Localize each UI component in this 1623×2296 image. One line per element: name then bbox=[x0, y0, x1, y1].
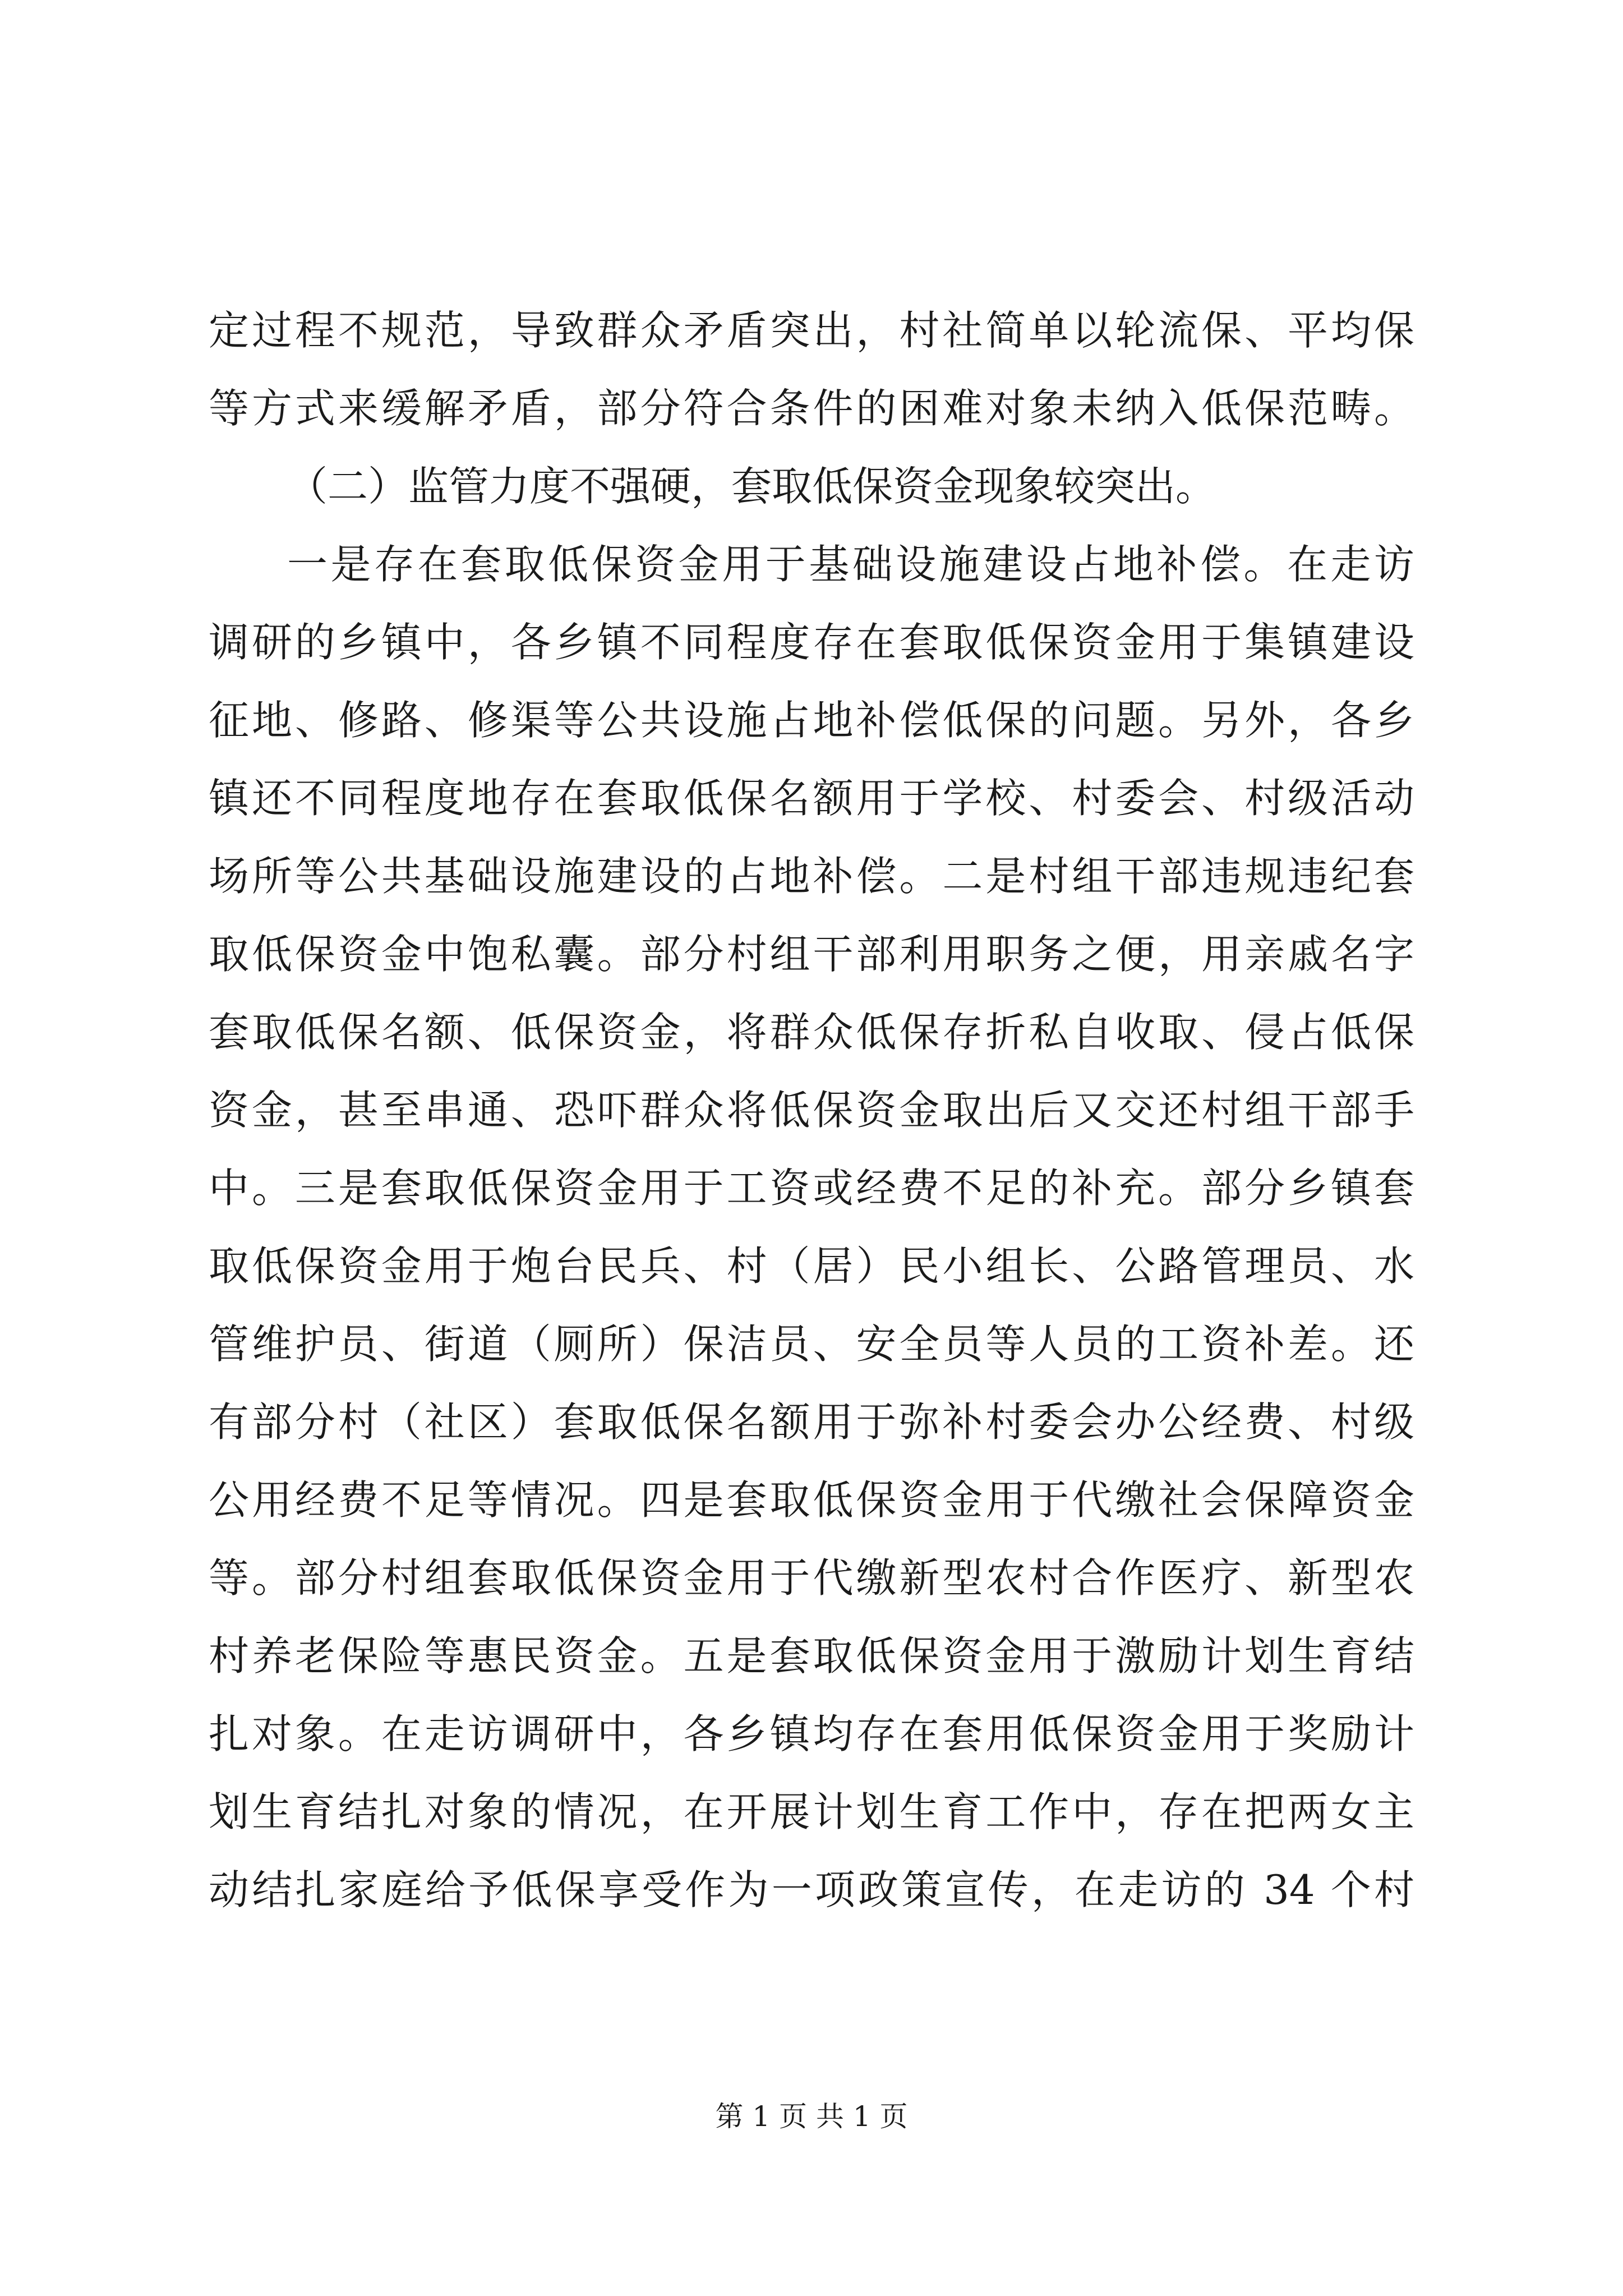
text-line: 管维护员、街道（厕所）保洁员、安全员等人员的工资补差。还 bbox=[209, 1320, 1414, 1368]
text-line: 等方式来缓解矛盾，部分符合条件的困难对象未纳入低保范畴。 bbox=[209, 385, 1414, 432]
text-line: 公用经费不足等情况。四是套取低保资金用于代缴社会保障资金 bbox=[209, 1476, 1414, 1524]
body-text bbox=[209, 292, 1414, 1929]
text-line: 调研的乡镇中，各乡镇不同程度存在套取低保资金用于集镇建设 bbox=[209, 619, 1414, 666]
text-line: 征地、修路、修渠等公共设施占地补偿低保的问题。另外，各乡 bbox=[209, 697, 1414, 744]
text-line: 定过程不规范，导致群众矛盾突出，村社简单以轮流保、平均保 bbox=[209, 307, 1414, 354]
text-line: 取低保资金用于炮台民兵、村（居）民小组长、公路管理员、水 bbox=[209, 1243, 1414, 1290]
text-line: 有部分村（社区）套取低保名额用于弥补村委会办公经费、村级 bbox=[209, 1398, 1414, 1446]
page-number-footer: 第 1 页 共 1 页 bbox=[715, 2100, 908, 2133]
text-line: 套取低保名额、低保资金，将群众低保存折私自收取、侵占低保 bbox=[209, 1009, 1414, 1056]
text-line: 动结扎家庭给予低保享受作为一项政策宣传，在走访的 34 个村 bbox=[209, 1866, 1414, 1913]
text-line: 取低保资金中饱私囊。部分村组干部利用职务之便，用亲戚名字 bbox=[209, 931, 1414, 978]
text-line: 划生育结扎对象的情况，在开展计划生育工作中，存在把两女主 bbox=[209, 1788, 1414, 1835]
text-line: 场所等公共基础设施建设的占地补偿。二是村组干部违规违纪套 bbox=[209, 853, 1414, 900]
text-line: 等。部分村组套取低保资金用于代缴新型农村合作医疗、新型农 bbox=[209, 1554, 1414, 1602]
text-line: 镇还不同程度地存在套取低保名额用于学校、村委会、村级活动 bbox=[209, 775, 1414, 822]
text-line: 一是存在套取低保资金用于基础设施建设占地补偿。在走访 bbox=[287, 541, 1414, 588]
text-line: 村养老保险等惠民资金。五是套取低保资金用于激励计划生育结 bbox=[209, 1632, 1414, 1680]
section-heading: （二）监管力度不强硬，套取低保资金现象较突出。 bbox=[287, 463, 1216, 510]
text-line: 扎对象。在走访调研中，各乡镇均存在套用低保资金用于奖励计 bbox=[209, 1710, 1414, 1757]
text-line: 中。三是套取低保资金用于工资或经费不足的补充。部分乡镇套 bbox=[209, 1165, 1414, 1212]
text-line: 资金，甚至串通、恐吓群众将低保资金取出后又交还村组干部手 bbox=[209, 1087, 1414, 1134]
